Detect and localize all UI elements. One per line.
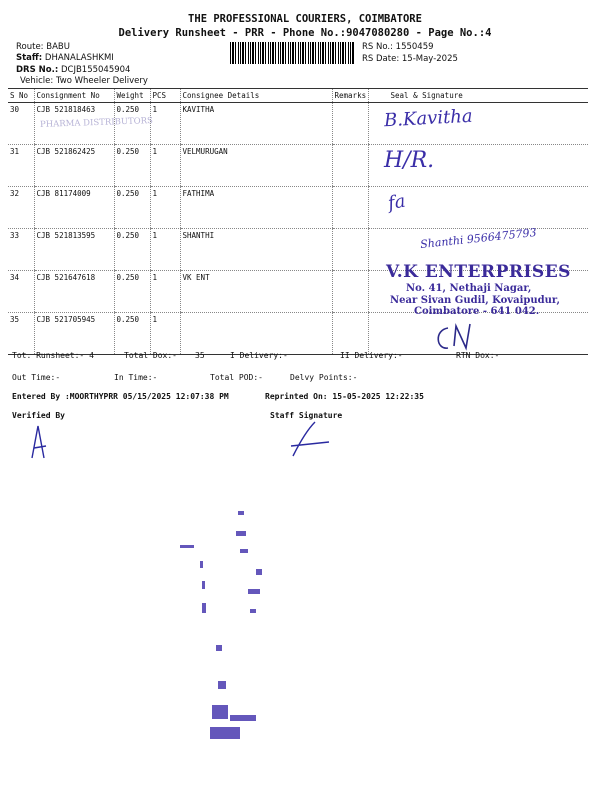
out-time: Out Time:- [12,373,61,382]
row-pcs: 1 [150,229,180,271]
col-remarks: Remarks [332,89,368,103]
row-consignment: CJB 521818463 [34,103,114,145]
row-remarks [332,145,368,187]
row-consignee: KAVITHA [180,103,332,145]
row-sno: 33 [8,229,34,271]
verified-signature-icon [24,420,54,462]
vk-stamp-name: V.K ENTERPRISES [386,262,571,282]
delivery-points: Delvy Points:- [290,373,358,382]
row-consignment: CJB 521813595 [34,229,114,271]
vk-stamp-address3: Coimbatore - 641 042. [414,306,540,317]
drs-label: DRS No.: [16,65,59,75]
row-weight: 0.250 [114,145,150,187]
col-consignee: Consignee Details [180,89,332,103]
row-consignment: CJB 521862425 [34,145,114,187]
row-weight: 0.250 [114,187,150,229]
rtn-dox: RTN Dox:- [456,351,500,360]
pharma-stamp: PHARMA DISTRIBUTORS [39,116,154,130]
route-label: Route: BABU [16,42,70,52]
ii-delivery: II Delivery:- [340,351,403,360]
row-weight: 0.250 [114,271,150,313]
row-pcs: 1 [150,187,180,229]
in-time: In Time:- [114,373,158,382]
row-remarks [332,103,368,145]
row-pcs: 1 [150,313,180,355]
staff-signature-label: Staff Signature [270,411,343,420]
row-consignment: CJB 521705945 [34,313,114,355]
verified-by-label: Verified By [12,411,65,420]
row-remarks [332,313,368,355]
row-consignment: CJB 521647618 [34,271,114,313]
rs-number: RS No.: 1550459 [362,42,434,52]
row-weight: 0.250 [114,103,150,145]
staff-value: DHANALASHKMI [44,53,114,63]
vehicle-info: Vehicle: Two Wheeler Delivery [20,76,148,86]
row-weight: 0.250 [114,229,150,271]
table-row [8,313,588,355]
row-pcs: 1 [150,103,180,145]
row-consignee: VELMURUGAN [180,145,332,187]
barcode [230,42,354,64]
i-delivery: I Delivery:- [230,351,288,360]
row-remarks [332,187,368,229]
row-sno: 34 [8,271,34,313]
row-weight: 0.250 [114,313,150,355]
reprinted-on: Reprinted On: 15-05-2025 12:22:35 [265,392,424,401]
col-signature: Seal & Signature [368,89,588,103]
signature-fathima: fa [386,190,408,215]
total-dox-value: 35 [195,351,205,360]
col-weight: Weight [114,89,150,103]
col-consignment: Consignment No [34,89,114,103]
row-consignee [180,313,332,355]
table-header-row [8,89,588,103]
rs-date: RS Date: 15-May-2025 [362,54,458,64]
row-pcs: 1 [150,271,180,313]
total-pod: Total POD:- [210,373,263,382]
table-row [8,187,588,229]
col-sno: S No [8,89,34,103]
row-sno: 35 [8,313,34,355]
row-sno: 30 [8,103,34,145]
signature-shanthi: Shanthi 9566475793 [419,225,538,252]
row-consignment: CJB 81174009 [34,187,114,229]
drs-info [16,65,130,75]
row-sno: 32 [8,187,34,229]
total-runsheet: Tot. Runsheet:- 4 [12,351,94,360]
row-sno: 31 [8,145,34,187]
total-dox-label: Total Dox:- [124,351,177,360]
vk-stamp-address1: No. 41, Nethaji Nagar, [406,283,532,294]
table-row [8,145,588,187]
ink-bleed-marks-icon [170,505,310,745]
staff-label: Staff: [16,53,43,63]
drs-value: DCJB155045904 [60,65,131,75]
vk-stamp-address2: Near Sivan Gudil, Kovaipudur, [390,295,560,306]
row-pcs: 1 [150,145,180,187]
row-consignee: SHANTHI [180,229,332,271]
signature-hr: H/R. [384,148,435,173]
runsheet-subtitle: Delivery Runsheet - PRR - Phone No.:9047080280 - Page No.:4 [118,27,492,39]
row-remarks [332,271,368,313]
staff-info [16,53,114,63]
row-consignee: VK ENT [180,271,332,313]
row-consignee: FATHIMA [180,187,332,229]
entered-by: Entered By :MOORTHYPRR 05/15/2025 12:07:38 PM [12,392,229,401]
col-pcs: PCS [150,89,180,103]
row-remarks [332,229,368,271]
signature-kavitha: B.Kavitha [383,105,474,132]
staff-signature-icon [285,418,335,462]
company-title: THE PROFESSIONAL COURIERS, COIMBATORE [188,13,422,25]
